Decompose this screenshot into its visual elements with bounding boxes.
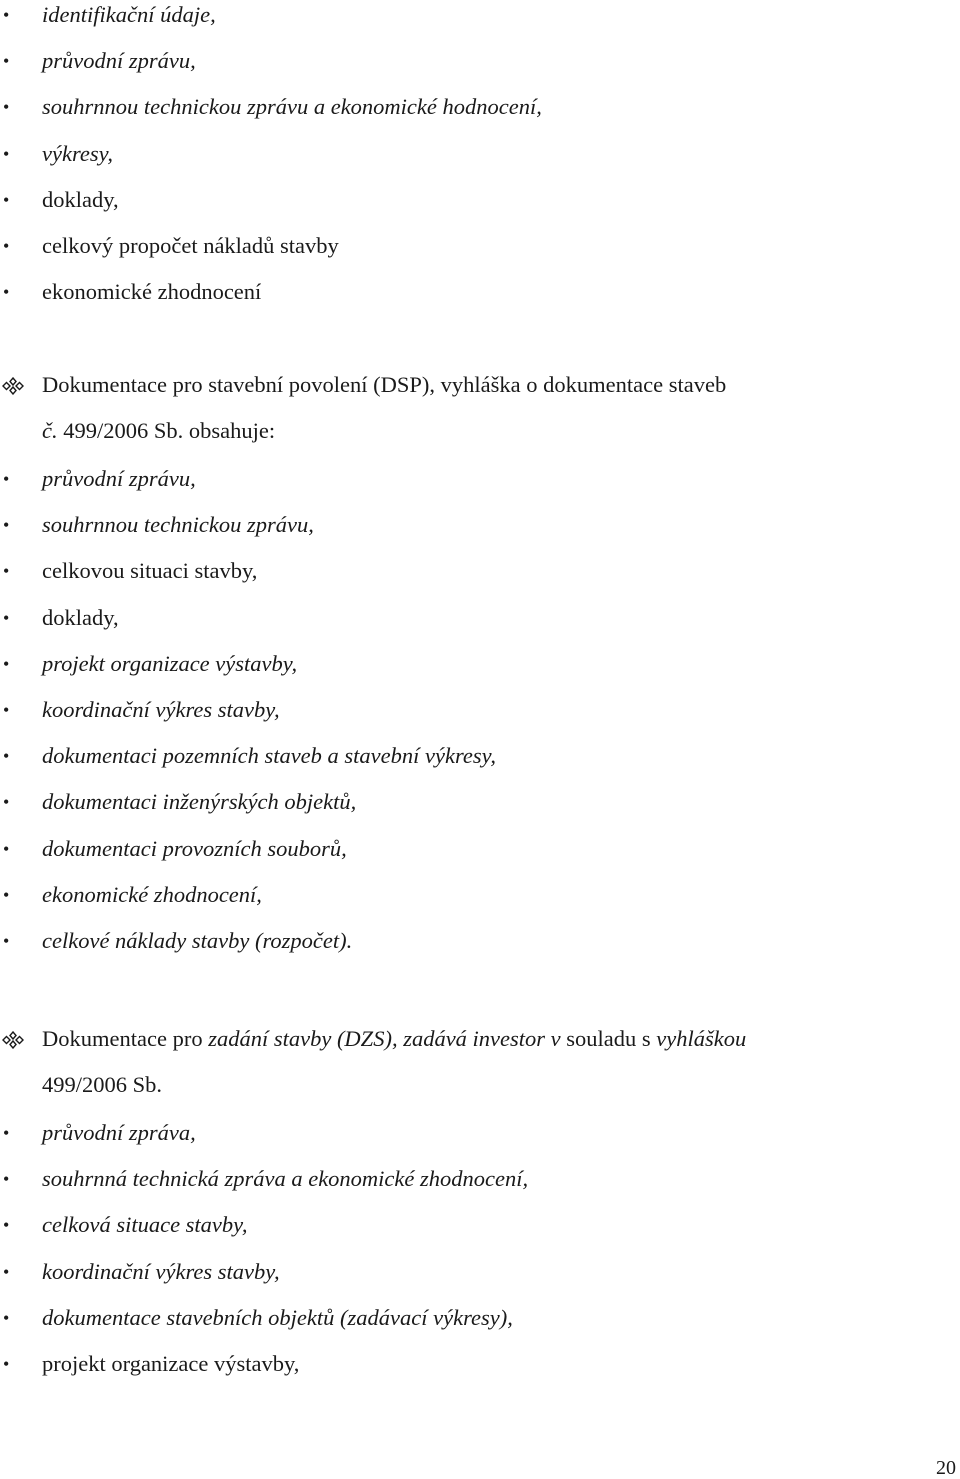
list-item: • celkovou situaci stavby, [0, 556, 960, 602]
list-item: • doklady, [0, 603, 960, 649]
bullet-icon: • [3, 1261, 10, 1282]
section3-heading [0, 1024, 960, 1116]
section2-list [0, 464, 960, 972]
list-item: • projekt organizace výstavby, [0, 1349, 960, 1395]
bullet-icon: • [3, 653, 10, 674]
bullet-icon: • [3, 469, 10, 489]
list-item: • dokumentaci provozních souborů, [0, 834, 960, 880]
four-diamond-bullet-icon [2, 1031, 24, 1049]
list-item: • projekt organizace výstavby, [0, 649, 960, 695]
list-item: • koordinační výkres stavby, [0, 1257, 960, 1303]
bullet-icon: • [3, 51, 10, 72]
section1-list [0, 0, 960, 323]
list-item: • celková situace stavby, [0, 1210, 960, 1256]
list-item: • celkový propočet nákladů stavby [0, 231, 960, 277]
bullet-icon: • [3, 143, 10, 164]
section3-heading-line2: 499/2006 Sb. [42, 1072, 163, 1097]
bullet-icon: • [3, 1169, 10, 1190]
bullet-icon: • [3, 1307, 10, 1328]
bullet-icon: • [3, 97, 10, 118]
list-item: • průvodní zprávu, [0, 46, 960, 92]
section3-list [0, 1118, 960, 1395]
section3-heading-line1: Dokumentace pro zadání stavby (DZS), zadává investor v souladu s vyhláškou [0, 1024, 960, 1070]
list-item: • doklady, [0, 185, 960, 231]
list-item: • koordinační výkres stavby, [0, 695, 960, 741]
bullet-icon: • [3, 607, 10, 628]
page-number: 20 [936, 1457, 956, 1479]
list-item: • výkresy, [0, 139, 960, 185]
list-item: • souhrnná technická zpráva a ekonomické zhodnocení, [0, 1164, 960, 1210]
bullet-icon: • [3, 282, 10, 303]
bullet-icon: • [3, 1215, 10, 1236]
list-item: • celkové náklady stavby (rozpočet). [0, 926, 960, 972]
section2-heading [0, 370, 960, 462]
bullet-icon: • [3, 1353, 10, 1374]
list-item: • ekonomické zhodnocení [0, 277, 960, 323]
bullet-icon: • [3, 746, 10, 767]
bullet-icon: • [3, 561, 10, 582]
list-item: • dokumentace stavebních objektů (zadávací výkresy), [0, 1303, 960, 1349]
bullet-icon: • [3, 930, 10, 951]
bullet-icon: • [3, 235, 10, 256]
section2-heading-line2: č. 499/2006 Sb. obsahuje: [42, 418, 276, 443]
bullet-icon: • [3, 1123, 10, 1143]
list-item: • identifikační údaje, [0, 0, 960, 46]
bullet-icon: • [3, 515, 10, 536]
list-item: • průvodní zprávu, [0, 464, 960, 510]
list-item: • souhrnnou technickou zprávu a ekonomické hodnocení, [0, 92, 960, 138]
list-item: • průvodní zpráva, [0, 1118, 960, 1164]
list-item: • souhrnnou technickou zprávu, [0, 510, 960, 556]
bullet-icon: • [3, 189, 10, 210]
list-item: • dokumentaci inženýrských objektů, [0, 787, 960, 833]
list-item: • ekonomické zhodnocení, [0, 880, 960, 926]
four-diamond-bullet-icon [2, 377, 24, 395]
bullet-icon: • [3, 838, 10, 859]
list-item: • dokumentaci pozemních staveb a stavební výkresy, [0, 741, 960, 787]
bullet-icon: • [3, 884, 10, 905]
bullet-icon: • [3, 699, 10, 720]
bullet-icon: • [3, 792, 10, 813]
bullet-icon: • [3, 5, 10, 25]
section2-heading-line1: Dokumentace pro stavební povolení (DSP), vyhláška o dokumentace staveb [0, 370, 960, 416]
